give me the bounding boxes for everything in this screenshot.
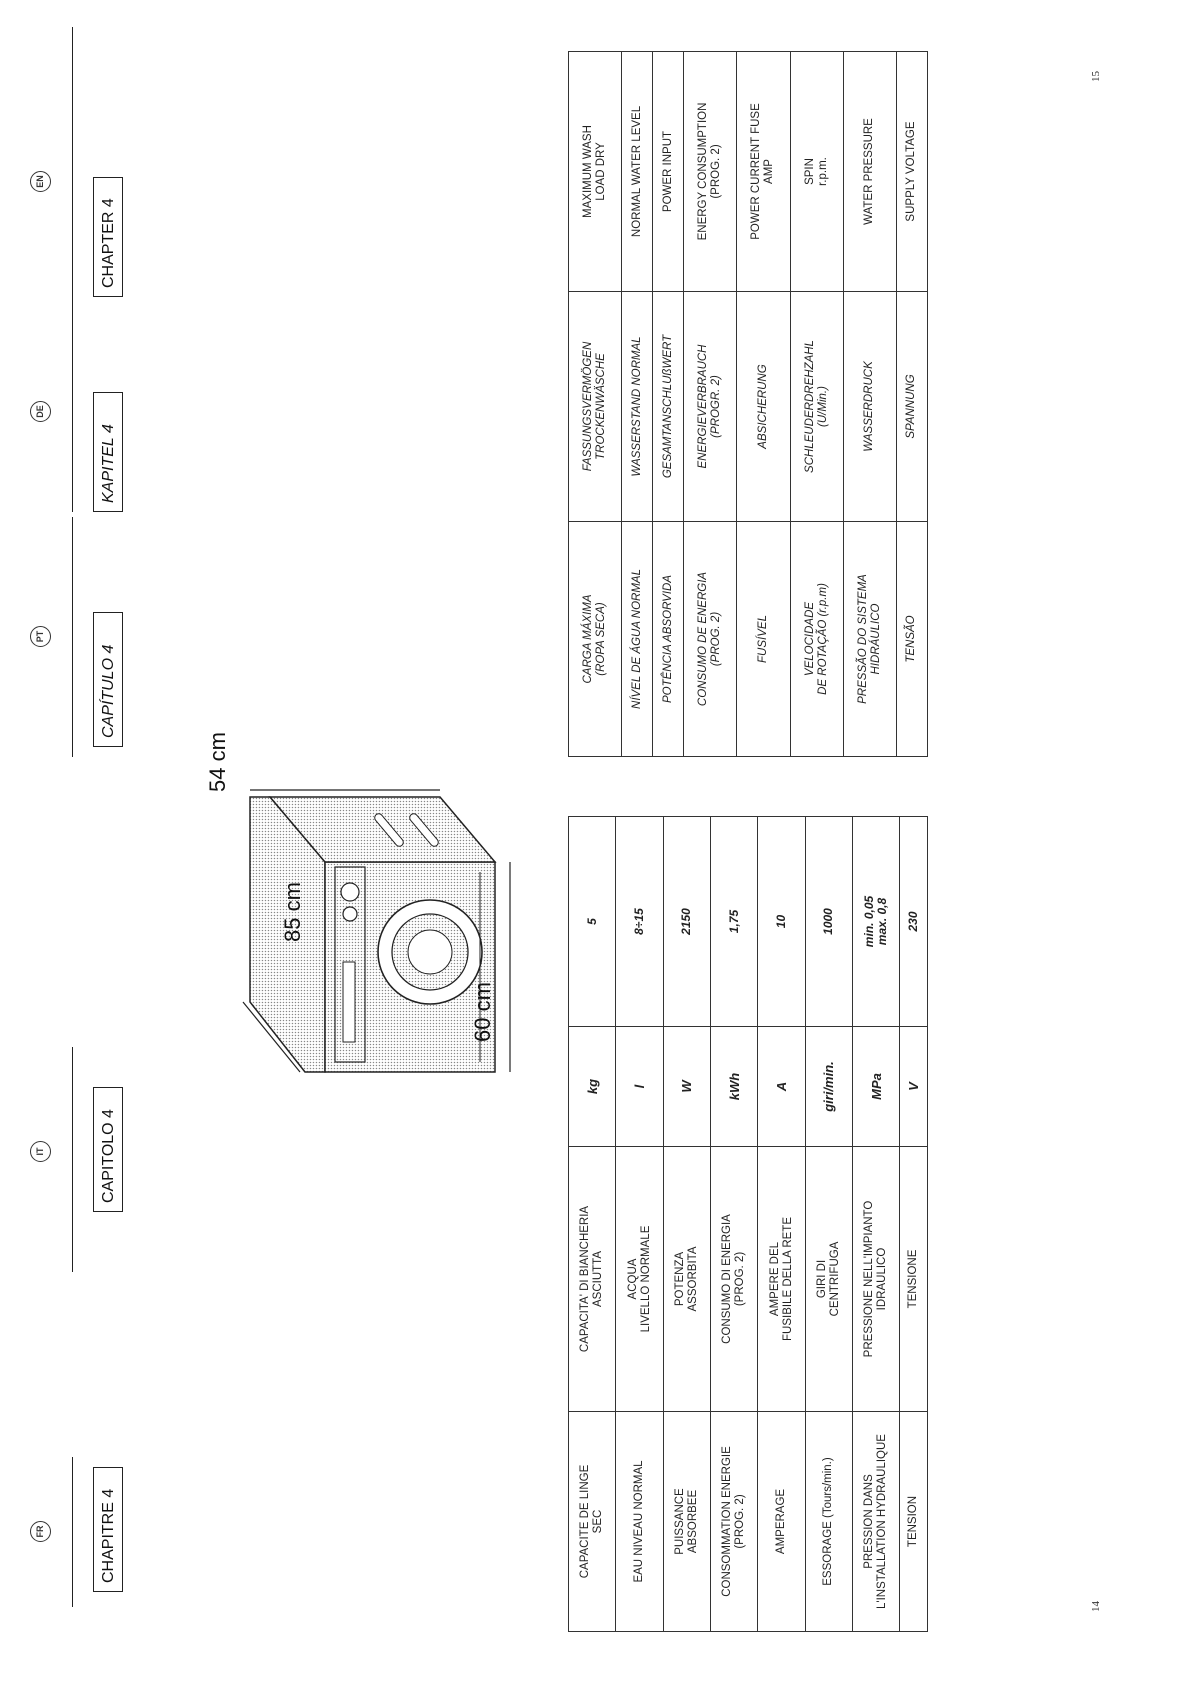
table-row xyxy=(684,52,737,757)
cell-label-it: CAPACITA' DI BIANCHERIA ASCIUTTA xyxy=(569,1147,616,1412)
cell-label-fr: EAU NIVEAU NORMAL xyxy=(616,1412,663,1632)
table-row xyxy=(790,52,843,757)
cell-label-it: AMPERE DEL FUSIBILE DELLA RETE xyxy=(758,1147,805,1412)
cell-label-de: WASSERDRUCK xyxy=(843,292,896,522)
cell-label-en: WATER PRESSURE xyxy=(843,52,896,292)
table-row xyxy=(663,817,710,1632)
cell-unit: V xyxy=(900,1027,928,1147)
table-row xyxy=(896,52,927,757)
lang-badge-de: DE xyxy=(30,401,51,422)
cell-value: 8÷15 xyxy=(616,817,663,1027)
cell-unit: W xyxy=(663,1027,710,1147)
cell-label-de: GESAMTANSCHLUßWERT xyxy=(653,292,684,522)
cell-label-fr: PUISSANCE ABSORBEE xyxy=(663,1412,710,1632)
table-row xyxy=(758,817,805,1632)
page-number-right: 15 xyxy=(1090,71,1102,82)
cell-label-en: ENERGY CONSUMPTION (PROG. 2) xyxy=(684,52,737,292)
cell-label-it: ACQUA LIVELLO NORMALE xyxy=(616,1147,663,1412)
cell-label-fr: CAPACITE DE LINGE SEC xyxy=(569,1412,616,1632)
cell-label-en: MAXIMUM WASH LOAD DRY xyxy=(569,52,622,292)
cell-label-de: FASSUNGSVERMÖGEN TROCKENWÄSCHE xyxy=(569,292,622,522)
cell-label-fr: AMPERAGE xyxy=(758,1412,805,1632)
dimension-depth: 54 cm xyxy=(205,732,230,792)
lang-badge-pt: PT xyxy=(30,626,51,647)
cell-unit: kWh xyxy=(711,1027,758,1147)
section-rule-fr xyxy=(72,1457,73,1607)
dimension-height: 85 cm xyxy=(280,882,305,942)
cell-label-en: POWER INPUT xyxy=(653,52,684,292)
lang-badge-it: IT xyxy=(30,1141,51,1162)
table-row xyxy=(622,52,653,757)
cell-label-pt: CARGA MÁXIMA (ROPA SECA) xyxy=(569,522,622,757)
table-row xyxy=(711,817,758,1632)
chapter-title-pt: CAPÍTULO 4 xyxy=(93,612,123,747)
cell-value: 230 xyxy=(900,817,928,1027)
cell-label-en: SPIN r.p.m. xyxy=(790,52,843,292)
cell-label-pt: CONSUMO DE ENERGIA (PROG. 2) xyxy=(684,522,737,757)
cell-label-pt: TENSÃO xyxy=(896,522,927,757)
page-number-left: 14 xyxy=(1090,1601,1102,1612)
cell-value: 2150 xyxy=(663,817,710,1027)
cell-unit: giri/min. xyxy=(805,1027,852,1147)
chapter-title-fr: CHAPITRE 4 xyxy=(93,1467,123,1592)
cell-label-it: CONSUMO DI ENERGIA (PROG. 2) xyxy=(711,1147,758,1412)
table-row xyxy=(737,52,790,757)
section-rule-it xyxy=(72,1047,73,1272)
cell-label-de: ABSICHERUNG xyxy=(737,292,790,522)
cell-unit: l xyxy=(616,1027,663,1147)
cell-label-en: SUPPLY VOLTAGE xyxy=(896,52,927,292)
dimension-width: 60 cm xyxy=(470,982,495,1042)
chapter-title-it: CAPITOLO 4 xyxy=(93,1087,123,1212)
table-row xyxy=(805,817,852,1632)
cell-label-de: SPANNUNG xyxy=(896,292,927,522)
cell-label-fr: TENSION xyxy=(900,1412,928,1632)
cell-label-pt: FUSÍVEL xyxy=(737,522,790,757)
cell-label-de: ENERGIEVERBRAUCH (PROGR. 2) xyxy=(684,292,737,522)
spec-table-right xyxy=(568,51,928,757)
spec-table-left xyxy=(568,816,928,1632)
cell-label-it: TENSIONE xyxy=(900,1147,928,1412)
table-row xyxy=(843,52,896,757)
cell-value: 10 xyxy=(758,817,805,1027)
cell-label-pt: VELOCIDADE DE ROTAÇÃO (r.p.m) xyxy=(790,522,843,757)
cell-label-it: GIRI DI CENTRIFUGA xyxy=(805,1147,852,1412)
cell-label-it: PRESSIONE NELL'IMPIANTO IDRAULICO xyxy=(853,1147,900,1412)
cell-label-en: NORMAL WATER LEVEL xyxy=(622,52,653,292)
section-rule-de xyxy=(72,272,73,512)
cell-label-it: POTENZA ASSORBITA xyxy=(663,1147,710,1412)
cell-value: 1,75 xyxy=(711,817,758,1027)
chapter-title-en: CHAPTER 4 xyxy=(93,177,123,297)
cell-label-fr: PRESSION DANS L'INSTALLATION HYDRAULIQUE xyxy=(853,1412,900,1632)
cell-unit: MPa xyxy=(853,1027,900,1147)
cell-label-pt: NÍVEL DE ÁGUA NORMAL xyxy=(622,522,653,757)
cell-unit: kg xyxy=(569,1027,616,1147)
table-row xyxy=(853,817,900,1632)
table-row xyxy=(900,817,928,1632)
table-row xyxy=(616,817,663,1632)
cell-value: 1000 xyxy=(805,817,852,1027)
cell-label-pt: POTÊNCIA ABSORVIDA xyxy=(653,522,684,757)
cell-label-pt: PRESSÃO DO SISTEMA HIDRÁULICO xyxy=(843,522,896,757)
chapter-title-de: KAPITEL 4 xyxy=(93,392,123,512)
cell-unit: A xyxy=(758,1027,805,1147)
cell-label-fr: ESSORAGE (Tours/min.) xyxy=(805,1412,852,1632)
cell-value: min. 0,05 max. 0,8 xyxy=(853,817,900,1027)
table-row xyxy=(653,52,684,757)
lang-badge-fr: FR xyxy=(30,1521,51,1542)
cell-label-de: WASSERSTAND NORMAL xyxy=(622,292,653,522)
section-rule-pt xyxy=(72,517,73,757)
cell-label-fr: CONSOMMATION ENERGIE (PROG. 2) xyxy=(711,1412,758,1632)
table-row xyxy=(569,52,622,757)
cell-label-en: POWER CURRENT FUSE AMP xyxy=(737,52,790,292)
cell-label-de: SCHLEUDERDREHZAHL (U/Min.) xyxy=(790,292,843,522)
cell-value: 5 xyxy=(569,817,616,1027)
section-rule-en xyxy=(72,27,73,272)
lang-badge-en: EN xyxy=(30,171,51,192)
table-row xyxy=(569,817,616,1632)
